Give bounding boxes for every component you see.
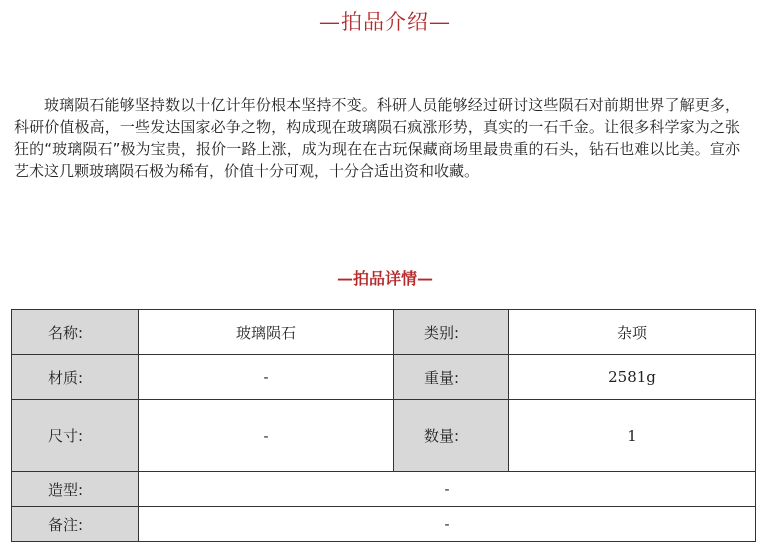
table-row bbox=[12, 507, 756, 542]
notes-label: 备注: bbox=[12, 507, 139, 542]
shape-label: 造型: bbox=[12, 472, 139, 507]
name-label: 名称: bbox=[12, 310, 139, 355]
category-label: 类别: bbox=[394, 310, 509, 355]
size-label: 尺寸: bbox=[12, 400, 139, 472]
table-row bbox=[12, 400, 756, 472]
details-table bbox=[11, 309, 756, 542]
weight-label: 重量: bbox=[394, 355, 509, 400]
table-row bbox=[12, 472, 756, 507]
weight-value: 2581g bbox=[509, 355, 756, 400]
size-value: - bbox=[139, 400, 394, 472]
intro-section-title: —拍品介绍— bbox=[319, 10, 451, 34]
material-value: - bbox=[139, 355, 394, 400]
table-row bbox=[12, 355, 756, 400]
quantity-value: 1 bbox=[509, 400, 756, 472]
name-value: 玻璃陨石 bbox=[139, 310, 394, 355]
details-section-title: —拍品详情— bbox=[336, 269, 433, 288]
table-row bbox=[12, 310, 756, 355]
intro-paragraph: 玻璃陨石能够坚持数以十亿计年份根本坚持不变。科研人员能够经过研讨这些陨石对前期世界了解更多，科研价值极高，一些发达国家必争之物，构成现在玻璃陨石疯涨形势，真实的一石千金。让很多科学家为之张狂的“玻璃陨石”极为宝贵，报价一路上涨，成为现在在古玩保藏商场里最贵重的石头，钻石也难以比美。宣亦艺术这几颗玻璃陨石极为稀有，价值十分可观，十分合适出资和收藏。 bbox=[14, 96, 740, 180]
shape-value: - bbox=[139, 472, 756, 507]
material-label: 材质: bbox=[12, 355, 139, 400]
notes-value: - bbox=[139, 507, 756, 542]
quantity-label: 数量: bbox=[394, 400, 509, 472]
category-value: 杂项 bbox=[509, 310, 756, 355]
